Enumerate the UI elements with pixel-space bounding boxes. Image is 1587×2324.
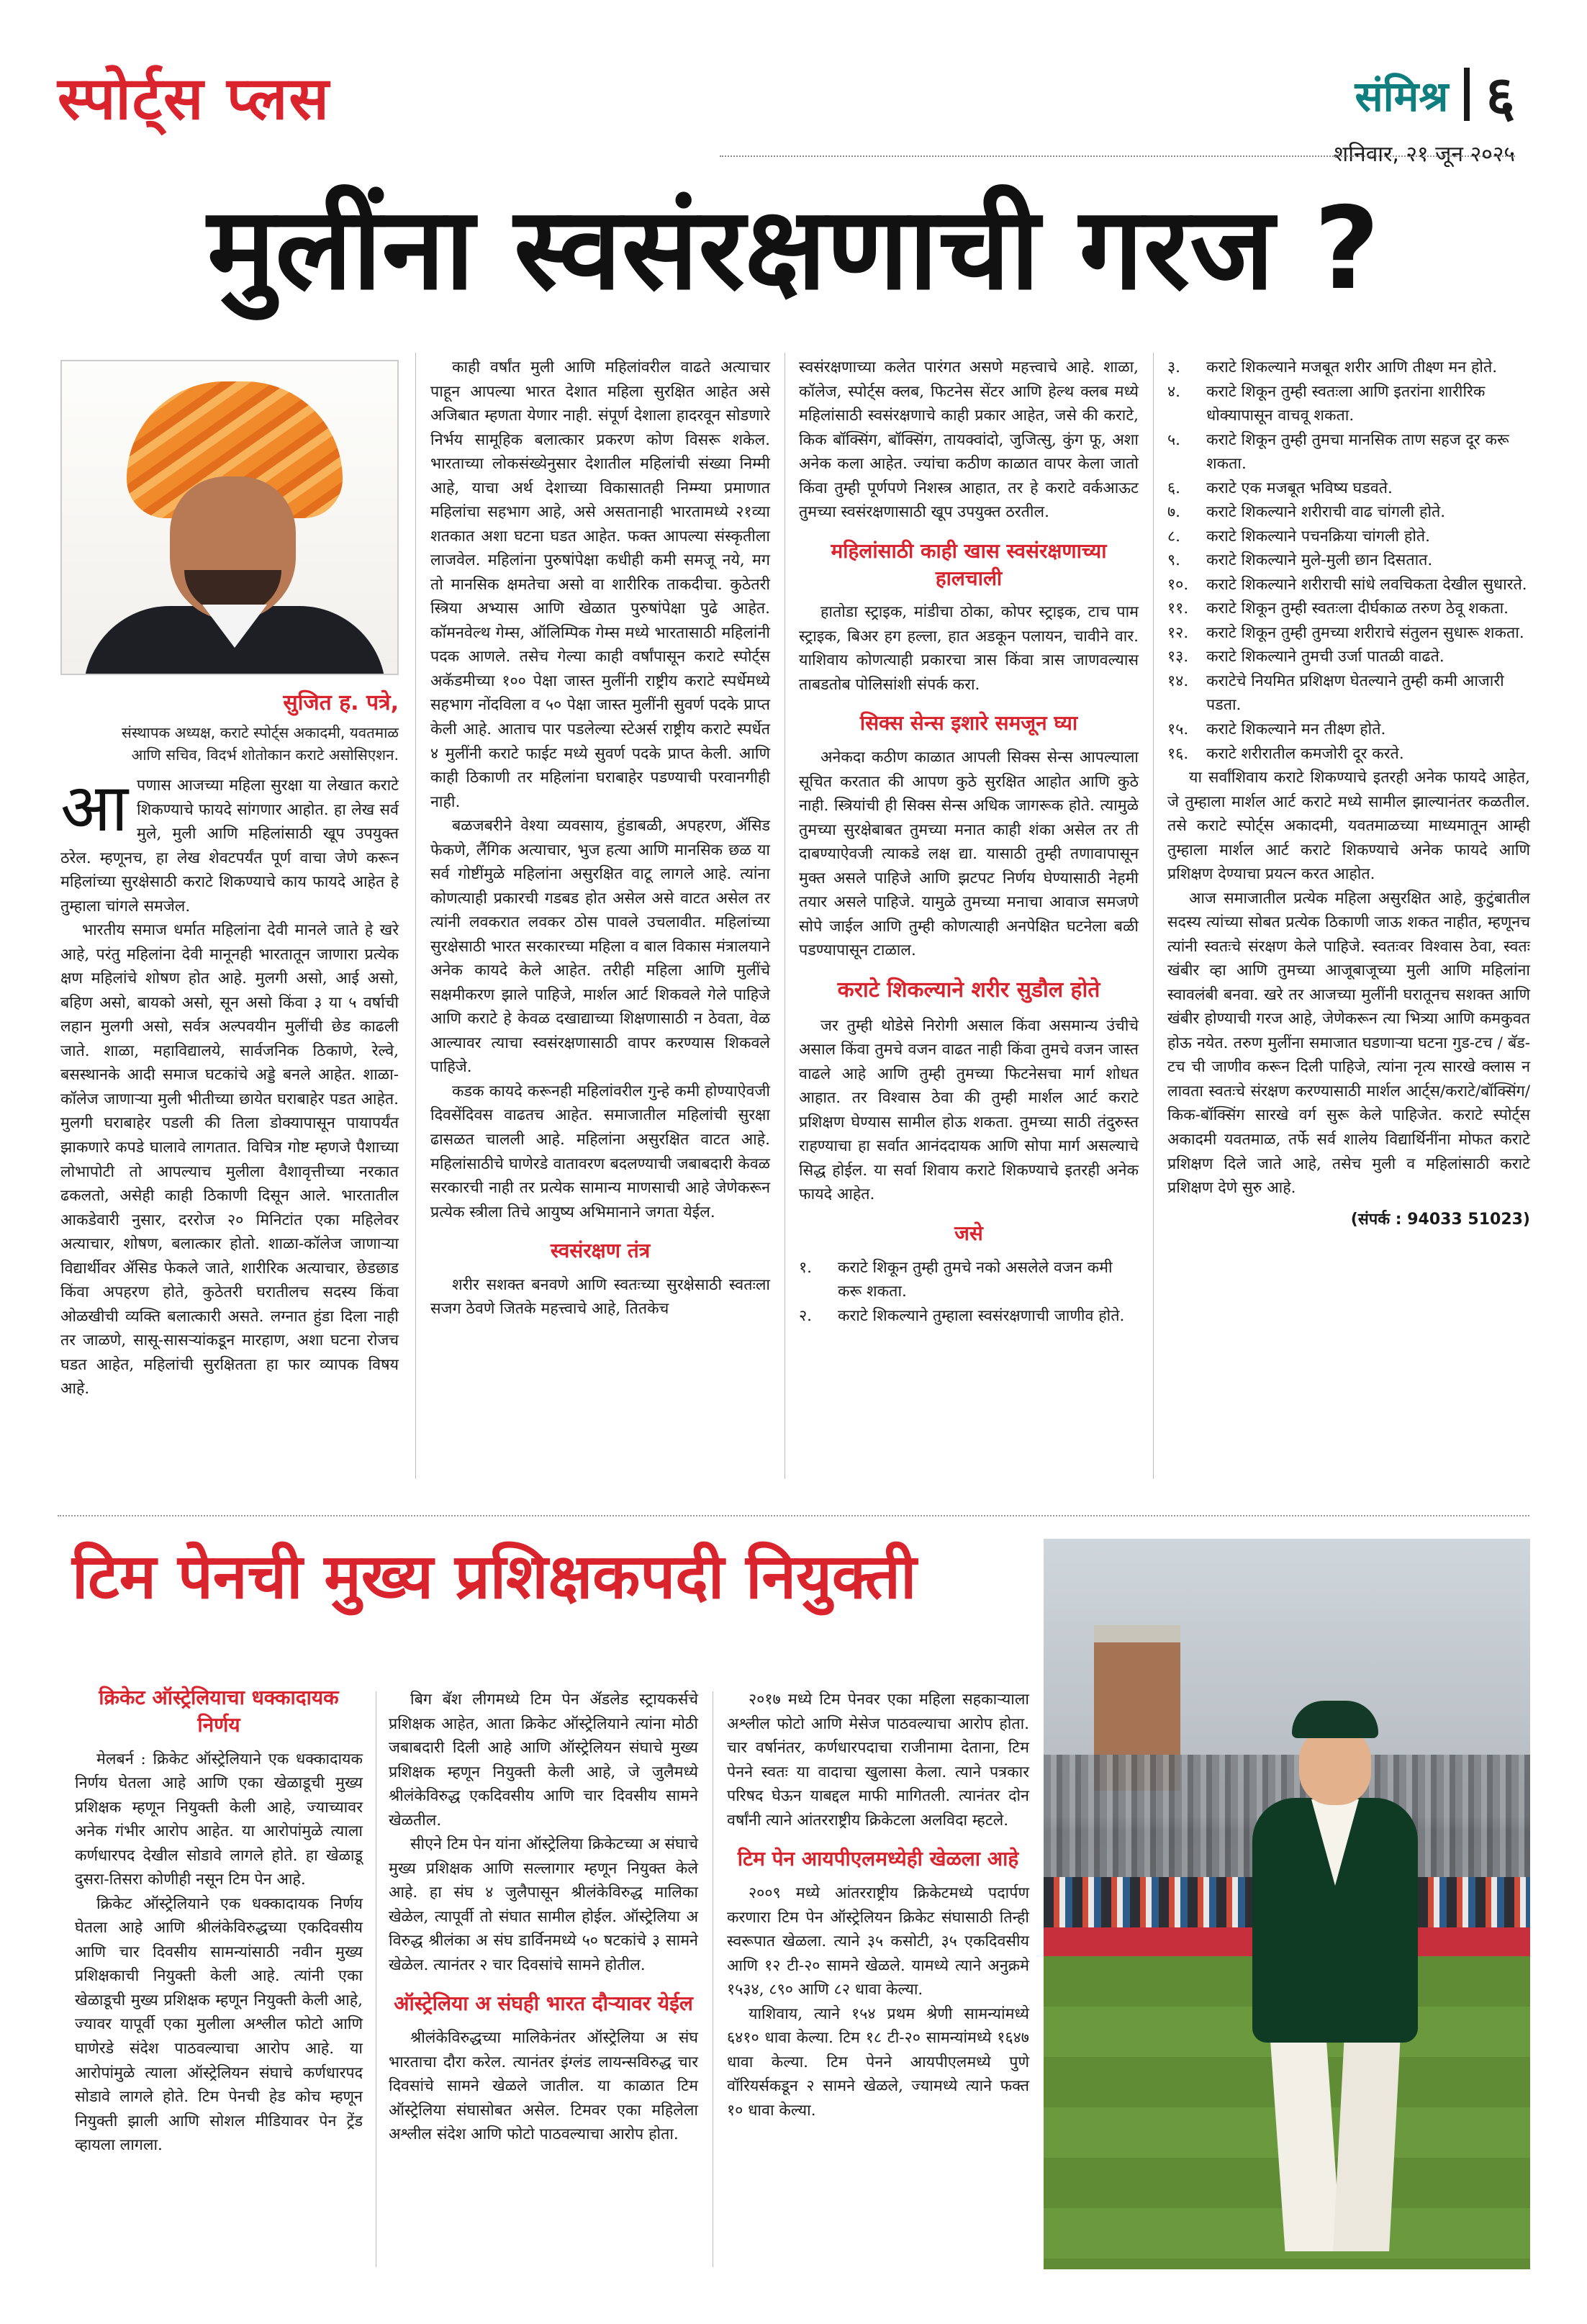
body-paragraph: शरीर सशक्त बनवणे आणि स्वतःच्या सुरक्षेसाठी स्वतःला सजग ठेवणे जितके महत्त्वाचे आहे, तितकेच	[430, 1275, 770, 1319]
issue-date: शनिवार, २१ जून २०२५	[1333, 142, 1515, 167]
masthead-rule	[720, 155, 1515, 157]
body-paragraph: अनेकदा कठीण काळात आपली सिक्स सेन्स आपल्याला सूचित करतात की आपण कुठे सुरक्षित आहोत आणि कुठे नाही. स्त्रियांची ही सिक्स सेन्स अधिक जागरूक होते. त्यामुळे तुमच्या सुरक्षेबाबत तुमच्या मनात काही शंका असेल तर ती दाबण्याऐवजी त्याकडे लक्ष द्या. यासाठी तुम्ही तणावापासून मुक्त असले पाहिजे आणि झटपट निर्णय घेण्यासाठी नेहमी तयार असले पाहिजे. यामुळे तुमच्या मनाचा आवाज समजणे सोपे जाईल आणि तुम्ही कोणत्याही अनपेक्षित घटनेला बळी पडण्यापासून टाळाल.	[799, 749, 1139, 960]
author-role-line-2: आणि सचिव, विदर्भ शोतोकान कराटे असोसिएशन.	[131, 746, 399, 764]
body-paragraph: श्रीलंकेविरुद्धच्या मालिकेनंतर ऑस्ट्रेलिया अ संघ भारताचा दौरा करेल. त्यानंतर इंग्लंड लायन्सविरुद्ध चार दिवसांचे सामने खेळले जातील. या काळात टिम ऑस्ट्रेलिया संघासोबत असेल. टिमवर एका महिलेला अश्लील संदेश आणि फोटो पाठवल्याचा आरोप होता.	[389, 2029, 698, 2144]
list-item: १०. कराटे शिकल्याने शरीराची सांधे लवचिकता देखील सुधारते.	[1167, 575, 1527, 594]
body-paragraph: २००९ मध्ये आंतरराष्ट्रीय क्रिकेटमध्ये पदार्पण करणारा टिम पेन ऑस्ट्रेलियन क्रिकेट संघासाठी तिन्ही स्वरूपात खेळला. त्याने ३५ कसोटी, ३५ एकदिवसीय आणि १२ टी-२० सामने खेळले. यामध्ये त्याने अनुक्रमे १५३४, ८९० आणि ८२ धावा केल्या.	[727, 1884, 1029, 1999]
column-divider	[415, 353, 416, 1479]
body-paragraph: २०१७ मध्ये टिम पेनवर एका महिला सहकाऱ्याला अश्लील फोटो आणि मेसेज पाठवल्याचा आरोप होता. चार वर्षानंतर, कर्णधारपदाचा राजीनामा देताना, टिम पेनने स्वतः या वादाचा खुलासा केला. त्याने पत्रकार परिषद घेऊन याबद्दल माफी मागितली. त्यानंतर दोन वर्षांनी त्याने आंतरराष्ट्रीय क्रिकेटला अलविदा म्हटले.	[727, 1691, 1029, 1830]
masthead-title: स्पोर्ट्स प्लस	[58, 65, 330, 133]
list-item: ११. कराटे शिकून तुम्ही स्वतःला दीर्घकाळ तरुण ठेवू शकता.	[1167, 600, 1509, 618]
benefits-list	[1167, 356, 1530, 766]
subheading: सिक्स सेन्स इशारे समजून घ्या	[859, 711, 1078, 736]
page-number: ६	[1486, 65, 1515, 130]
article2-headline: टिम पेनची मुख्य प्रशिक्षकपदी नियुक्ती	[72, 1541, 917, 1613]
contact-number: (संपर्क : 94033 51023)	[1350, 1210, 1530, 1229]
author-role	[60, 722, 399, 767]
list-item: १३. कराटे शिकल्याने तुमची उर्जा पातळी वाढते.	[1167, 648, 1444, 666]
article2-column-3	[727, 1688, 1029, 2122]
subheading: महिलांसाठी काही खास स्वसंरक्षणाच्या हालचाली	[831, 538, 1107, 590]
author-photo	[60, 360, 399, 675]
main-headline: मुलींना स्वसंरक्षणाची गरज ?	[207, 183, 1380, 315]
section-row	[1334, 56, 1515, 132]
body-paragraph: हातोडा स्ट्राइक, मांडीचा ठोका, कोपर स्ट्राइक, टाच पाम स्ट्राइक, बिअर हग हल्ला, हात अडकून पलायन, चावीने वार. याशिवाय कोणत्याही प्रकारचा त्रास किंवा त्रास जाणवल्यास ताबडतोब पोलिसांशी संपर्क करा.	[799, 603, 1139, 694]
list-item: ८. कराटे शिकल्याने पचनक्रिया चांगली होते.	[1167, 527, 1431, 546]
article2-column-2	[389, 1688, 698, 2147]
subheading: टिम पेन आयपीएलमध्येही खेळला आहे	[737, 1847, 1019, 1871]
subheading: ऑस्ट्रेलिया अ संघही भारत दौऱ्यावर येईल	[394, 1991, 693, 2016]
body-paragraph: भारतीय समाज धर्मात महिलांना देवी मानले जाते हे खरे आहे, परंतु महिलांना देवी मानूनही भारतातून जाणारा प्रत्येक क्षण महिलांचे शोषण होत आहे. मुलगी असो, आई असो, बहिण असो, बायको असो, सून असो किंवा ३ या ५ वर्षाची लहान मुलगी असो, सर्वत्र अल्पवयीन मुलींची छेड काढली जाते. शाळा, महाविद्यालये, सार्वजनिक ठिकाणे, रेल्वे, बसस्थानके आदी समाज घटकांचे अड्डे बनले आहेत. शाळा-कॉलेज जाणाऱ्या मुली भीतीच्या छायेत घराबाहेर पडत आहेत. मुलगी घराबाहेर पडली की तिला डोक्यापासून पायापर्यंत झाकणारे कपडे घालावे लागतात. विचित्र गोष्ट म्हणजे पैशाच्या लोभापोटी तो आपल्याच मुलीला वैशावृत्तीच्या नरकात ढकलतो, असेही काही ठिकाणी दिसून आले. भारतातील आकडेवारी नुसार, दररोज २० मिनिटांत एका महिलेवर अत्याचार, शोषण, बलात्कार होतो. शाळा-कॉलेज जाणाऱ्या विद्यार्थीवर ॲसिड फेकले जाते, शारीरिक अत्याचार, छेडछाड किंवा अपहरण होते, कुठेतरी घरातीलच सदस्य किंवा ओळखीची व्यक्ति बलात्कारी असते. लग्नात हुंडा दिला नाही तर जाळणे, सासू-सासऱ्यांकडून मारहाण, अशा घटना रोजच घडत आहेत, महिलांची सुरक्षितता हा फार व्यापक विषय आहे.	[60, 921, 399, 1398]
body-paragraph: याशिवाय, त्याने १५४ प्रथम श्रेणी सामन्यांमध्ये ६४१० धावा केल्या. टिम १८ टी-२० सामन्यांमध्ये १६४७ धावा केल्या. टिम पेनने आयपीएलमध्ये पुणे वॉरियर्सकडून २ सामने खेळले, ज्यामध्ये त्याने फक्त १० धावा केल्या.	[727, 2004, 1029, 2120]
list-item: १. कराटे शिकून तुम्ही तुमचे नको असलेले वजन कमी करू शकता.	[799, 1258, 1113, 1301]
list-item: ७. कराटे शिकल्याने शरीराची वाढ चांगली होते.	[1167, 503, 1446, 522]
body-paragraph: मेलबर्न : क्रिकेट ऑस्ट्रेलियाने एक धक्कादायक निर्णय घेतला आहे आणि एका खेळाडूची मुख्य प्रशिक्षक म्हणून नियुक्ती केली आहे, ज्याच्यावर अनेक गंभीर आरोप आहेत. या आरोपांमुळे त्याला कर्णधारपद देखील सोडावे लागले होते. हा खेळाडू दुसरा-तिसरा कोणीही नसून टिम पेन आहे.	[75, 1750, 363, 1889]
list-item: ९. कराटे शिकल्याने मुले-मुली छान दिसतात.	[1167, 551, 1433, 570]
section-divider	[1464, 68, 1470, 121]
column-divider	[1153, 353, 1154, 1479]
body-paragraph: क्रिकेट ऑस्ट्रेलियाने एक धक्कादायक निर्णय घेतला आहे आणि श्रीलंकेविरुद्धच्या एकदिवसीय आणि चार दिवसीय सामन्यांसाठी नवीन मुख्य प्रशिक्षकाची नियुक्ती केली आहे. त्यांनी एका खेळाडूची मुख्य प्रशिक्षक म्हणून नियुक्ती केली आहे, ज्यावर यापूर्वी एका मुलीला अश्लील फोटो आणि घाणेरडे संदेश पाठवल्याचा आरोप आहे. या आरोपांमुळे त्याला ऑस्ट्रेलियन संघाचे कर्णधारपद सोडावे लागले होते. टिम पेनची हेड कोच म्हणून नियुक्ती झाली आणि सोशल मीडियावर पेन ट्रेंड व्हायला लागला.	[75, 1894, 363, 2155]
author-role-line-1: संस्थापक अध्यक्ष, कराटे स्पोर्ट्स अकादमी, यवतमाळ	[122, 724, 399, 741]
body-paragraph: या सर्वांशिवाय कराटे शिकण्याचे इतरही अनेक फायदे आहेत, जे तुम्हाला मार्शल आर्ट कराटे मध्ये सामील झाल्यानंतर कळतील. तसे कराटे स्पोर्ट्स अकादमी, यवतमाळच्या माध्यमातून आम्ही तुम्हाला मार्शल आर्ट कराटे शिकण्याचे अनेक फायदे आणि प्रशिक्षण देण्याचा प्रयत्न करत आहोत.	[1167, 769, 1530, 884]
list-item: ३. कराटे शिकल्याने मजबूत शरीर आणि तीक्ष्ण मन होते.	[1167, 358, 1498, 376]
list-item: १६. कराटे शरीरातील कमजोरी दूर करते.	[1167, 744, 1404, 763]
masthead-right	[1334, 56, 1515, 168]
author-profile	[60, 360, 399, 767]
body-paragraph: आज समाजातील प्रत्येक महिला असुरक्षित आहे, कुटुंबातील सदस्य त्यांच्या सोबत प्रत्येक ठिकाणी जाऊ शकत नाहीत, म्हणूनच त्यांनी स्वतःचे संरक्षण केले पाहिजे. स्वतःवर विश्वास ठेवा, स्वतः खंबीर व्हा आणि तुमच्या आजूबाजूच्या मुली आणि महिलांना स्वावलंबी बनवा. खरे तर आजच्या मुलींनी घरातूनच सशक्त आणि खंबीर होण्याची गरज आहे, जेणेकरून त्या भित्र्या आणि कमकुवत होऊ नयेत. तरुण मुलींना समाजात घडणाऱ्या घटना गुड-टच / बॅड-टच ची जाणीव करून दिली पाहिजे, त्यांना नृत्य सारखे क्लास न लावता स्वतःचे संरक्षण करण्यासाठी मार्शल आर्ट्स/कराटे/बॉक्सिंग/किक-बॉक्सिंग सारखे वर्ग सुरू केले पाहिजेत. कराटे स्पोर्ट्स अकादमी यवतमाळ, तर्फे सर्व शालेय विद्यार्थिनींना मोफत कराटे प्रशिक्षण दिले जाते आहे, तसेच मुली व महिलांसाठी कराटे प्रशिक्षण देणे सुरु आहे.	[1167, 889, 1530, 1198]
article1-column-4	[1167, 356, 1530, 1232]
article1-column-2	[430, 356, 770, 1321]
subheading: कराटे शिकल्याने शरीर सुडौल होते	[837, 977, 1100, 1003]
cricketer-photo	[1044, 1539, 1530, 2269]
body-paragraph: सीएने टिम पेन यांना ऑस्ट्रेलिया क्रिकेटच्या अ संघाचे मुख्य प्रशिक्षक आणि सल्लागार म्हणून नियुक्त केले आहे. हा संघ ४ जुलैपासून श्रीलंकेविरुद्ध मालिका खेळेल, त्यापूर्वी तो संघात सामील होईल. ऑस्ट्रेलिया अ विरुद्ध श्रीलंका अ संघ डार्विनमध्ये ५० षटकांचे ३ सामने खेळेल. त्यानंतर २ चार दिवसांचे सामने होतील.	[389, 1835, 698, 1974]
list-item: २. कराटे शिकल्याने तुम्हाला स्वसंरक्षणाची जाणीव होते.	[799, 1306, 1125, 1325]
subheading: स्वसंरक्षण तंत्र	[550, 1239, 651, 1263]
benefits-list	[799, 1256, 1139, 1329]
list-item: ६. कराटे एक मजबूत भविष्य घडवते.	[1167, 479, 1393, 497]
intro-paragraph: आपणास आजच्या महिला सुरक्षा या लेखात कराटे शिकण्याचे फायदे सांगणार आहोत. हा लेख सर्व मुले, मुली आणि महिलांसाठी खूप उपयुक्त ठरेल. म्हणूनच, हा लेख शेवटपर्यंत पूर्ण वाचा जेणे करून महिलांच्या सुरक्षेसाठी कराटे शिकण्याचे काय फायदे आहेत हे तुम्हाला चांगले समजेल.	[60, 769, 399, 915]
list-item: ४. कराटे शिकून तुम्ही स्वतःला आणि इतरांना शारीरिक धोक्यापासून वाचवू शकता.	[1167, 382, 1486, 425]
article1-column-3	[799, 356, 1139, 1328]
section-name: संमिश्र	[1355, 71, 1449, 121]
list-item: १५. कराटे शिकल्याने मन तीक्ष्ण होते.	[1167, 720, 1386, 738]
article1-column-1	[60, 769, 399, 1401]
list-item: १२. कराटे शिकून तुम्ही तुमच्या शरीराचे संतुलन सुधारू शकता.	[1167, 623, 1524, 642]
body-paragraph: बळजबरीने वेश्या व्यवसाय, हुंडाबळी, अपहरण, ॲसिड फेकणे, लैंगिक अत्याचार, भुज हत्या आणि मानसिक छळ या सर्व गोष्टींमुळे महिलांना असुरक्षित वाटू लागले आहे. त्यांना कोणत्याही प्रकारची गडबड होत असेल असे वाटत असेल तर त्यांनी लवकरात लवकर ठोस पावले उचलावीत. महिलांच्या सुरक्षेसाठी भारत सरकारच्या महिला व बाल विकास मंत्रालयाने अनेक कायदे केले आहेत. तरीही महिला आणि मुलींचे सक्षमीकरण झाले पाहिजे, मार्शल आर्ट शिकवले गेले पाहिजे आणि कराटे हे केवळ दखाद्याच्या शिक्षणासाठी न ठेवता, वेळ आल्यावर त्याचा स्वसंरक्षणासाठी वापर करण्यास शिकवले पाहिजे.	[430, 817, 770, 1077]
article-separator	[58, 1515, 1529, 1516]
list-item: ५. कराटे शिकून तुम्ही तुमचा मानसिक ताण सहज दूर करू शकता.	[1167, 430, 1509, 474]
body-paragraph: स्वसंरक्षणाच्या कलेत पारंगत असणे महत्त्वाचे आहे. शाळा, कॉलेज, स्पोर्ट्स क्लब, फिटनेस सेंटर आणि हेल्थ क्लब मध्ये महिलांसाठी स्वसंरक्षणाचे काही प्रकार आहेत, जसे की कराटे, किक बॉक्सिंग, बॉक्सिंग, तायक्वांदो, जुजित्सु, कुंग फू, अशा अनेक कला आहेत. ज्यांचा कठीण काळात वापर केला जातो किंवा तुम्ही पूर्णपणे निशस्त्र आहात, तर हे कराटे वर्कआऊट तुमच्या स्वसंरक्षणासाठी खूप उपयुक्त ठरतील.	[799, 358, 1139, 522]
subheading: जसे	[954, 1221, 983, 1245]
author-name: सुजित ह. पत्रे,	[283, 690, 399, 715]
body-paragraph: काही वर्षांत मुली आणि महिलांवरील वाढते अत्याचार पाहून आपल्या भारत देशात महिला सुरक्षित आहेत असे अजिबात म्हणता येणार नाही. संपूर्ण देशाला हादरवून सोडणारे निर्भय सामूहिक बलात्कार प्रकरण कोण विसरू शकेल. भारताच्या लोकसंख्येनुसार देशातील महिलांची संख्या निम्मी आहे, याचा अर्थ देशाच्या विकासातही निम्म्या प्रमाणात महिलांचा सहभाग आहे, असे असतानाही भारतामध्ये २१व्या शतकात अशा घटना घडत आहेत. फक्त आपल्या संस्कृतीला लाजवेल. महिलांना पुरुषांपेक्षा कधीही कमी समजू नये, मग तो मानसिक क्षमतेचा असो वा शारीरिक ताकदीचा. कुठेतरी स्त्रिया अभ्यास आणि खेळात पुरुषांपेक्षा पुढे आहेत. कॉमनवेल्थ गेम्स, ऑलिम्पिक गेम्स मध्ये भारतासाठी महिलांनी पदक आणले. तसेच गेल्या काही वर्षांपासून कराटे स्पोर्ट्स अकॅडमीच्या १०० पेक्षा जास्त मुलींनी राष्ट्रीय कराटे स्पर्धेमध्ये सहभाग नोंदविला व ५० पेक्षा जास्त मुलींनी सुवर्ण पदके प्राप्त केली आहे. आताच पार पडलेल्या स्टेअर्स राष्ट्रीय कराटे स्पर्धेत ४ मुलींनी कराटे फाईट मध्ये सुवर्ण पदके प्राप्त केली. आणि काही ठिकाणी तर महिलांना घराबाहेर पडण्याची परवानगीही नाही.	[430, 358, 770, 811]
article2-column-1	[75, 1684, 363, 2158]
dropcap: आ	[60, 769, 129, 846]
body-paragraph: जर तुम्ही थोडेसे निरोगी असाल किंवा असमान्य उंचीचे असाल किंवा तुमचे वजन वाढत नाही किंवा तुमचे वजन जास्त वाढले आहे आणि तुम्ही तुमच्या फिटनेसचा मार्ग शोधत आहात. तर विश्वास ठेवा की तुम्ही मार्शल आर्ट कराटे प्रशिक्षण घेण्यास सामील होऊ शकता. तुमच्या साठी तंदुरुस्त राहण्याचा हा सर्वात आनंददायक आणि सोपा मार्ग असल्याचे सिद्ध होईल. या सर्वा शिवाय कराटे शिकण्याचे इतरही अनेक फायदे आहेत.	[799, 1016, 1139, 1204]
subheading: क्रिकेट ऑस्ट्रेलियाचा धक्कादायक निर्णय	[99, 1686, 339, 1737]
list-item: १४. कराटेचे नियमित प्रशिक्षण घेतल्याने तुम्ही कमी आजारी पडता.	[1167, 672, 1504, 715]
body-paragraph: बिग बॅश लीगमध्ये टिम पेन ॲडलेड स्ट्रायकर्सचे प्रशिक्षक आहेत, आता क्रिकेट ऑस्ट्रेलियाने त्यांना मोठी जबाबदारी दिली आहे आणि ऑस्ट्रेलियन संघाचे मुख्य प्रशिक्षक म्हणून नियुक्ती केली आहे, जे जुलैमध्ये श्रीलंकेविरुद्ध एकदिवसीय आणि चार दिवसीय सामने खेळतील.	[389, 1691, 698, 1830]
body-paragraph: कडक कायदे करूनही महिलांवरील गुन्हे कमी होण्याऐवजी दिवसेंदिवस वाढतच आहेत. समाजातील महिलांची सुरक्षा ढासळत चालली आहे. महिलांना असुरक्षित वाटत आहे. महिलांसाठीचे घाणेरडे वातावरण बदलण्याची जबाबदारी केवळ सरकारची नाही तर प्रत्येक सामान्य माणसाची आहे जेणेकरून प्रत्येक स्त्रीला तिचे आयुष्य अभिमानाने जगता येईल.	[430, 1082, 770, 1221]
